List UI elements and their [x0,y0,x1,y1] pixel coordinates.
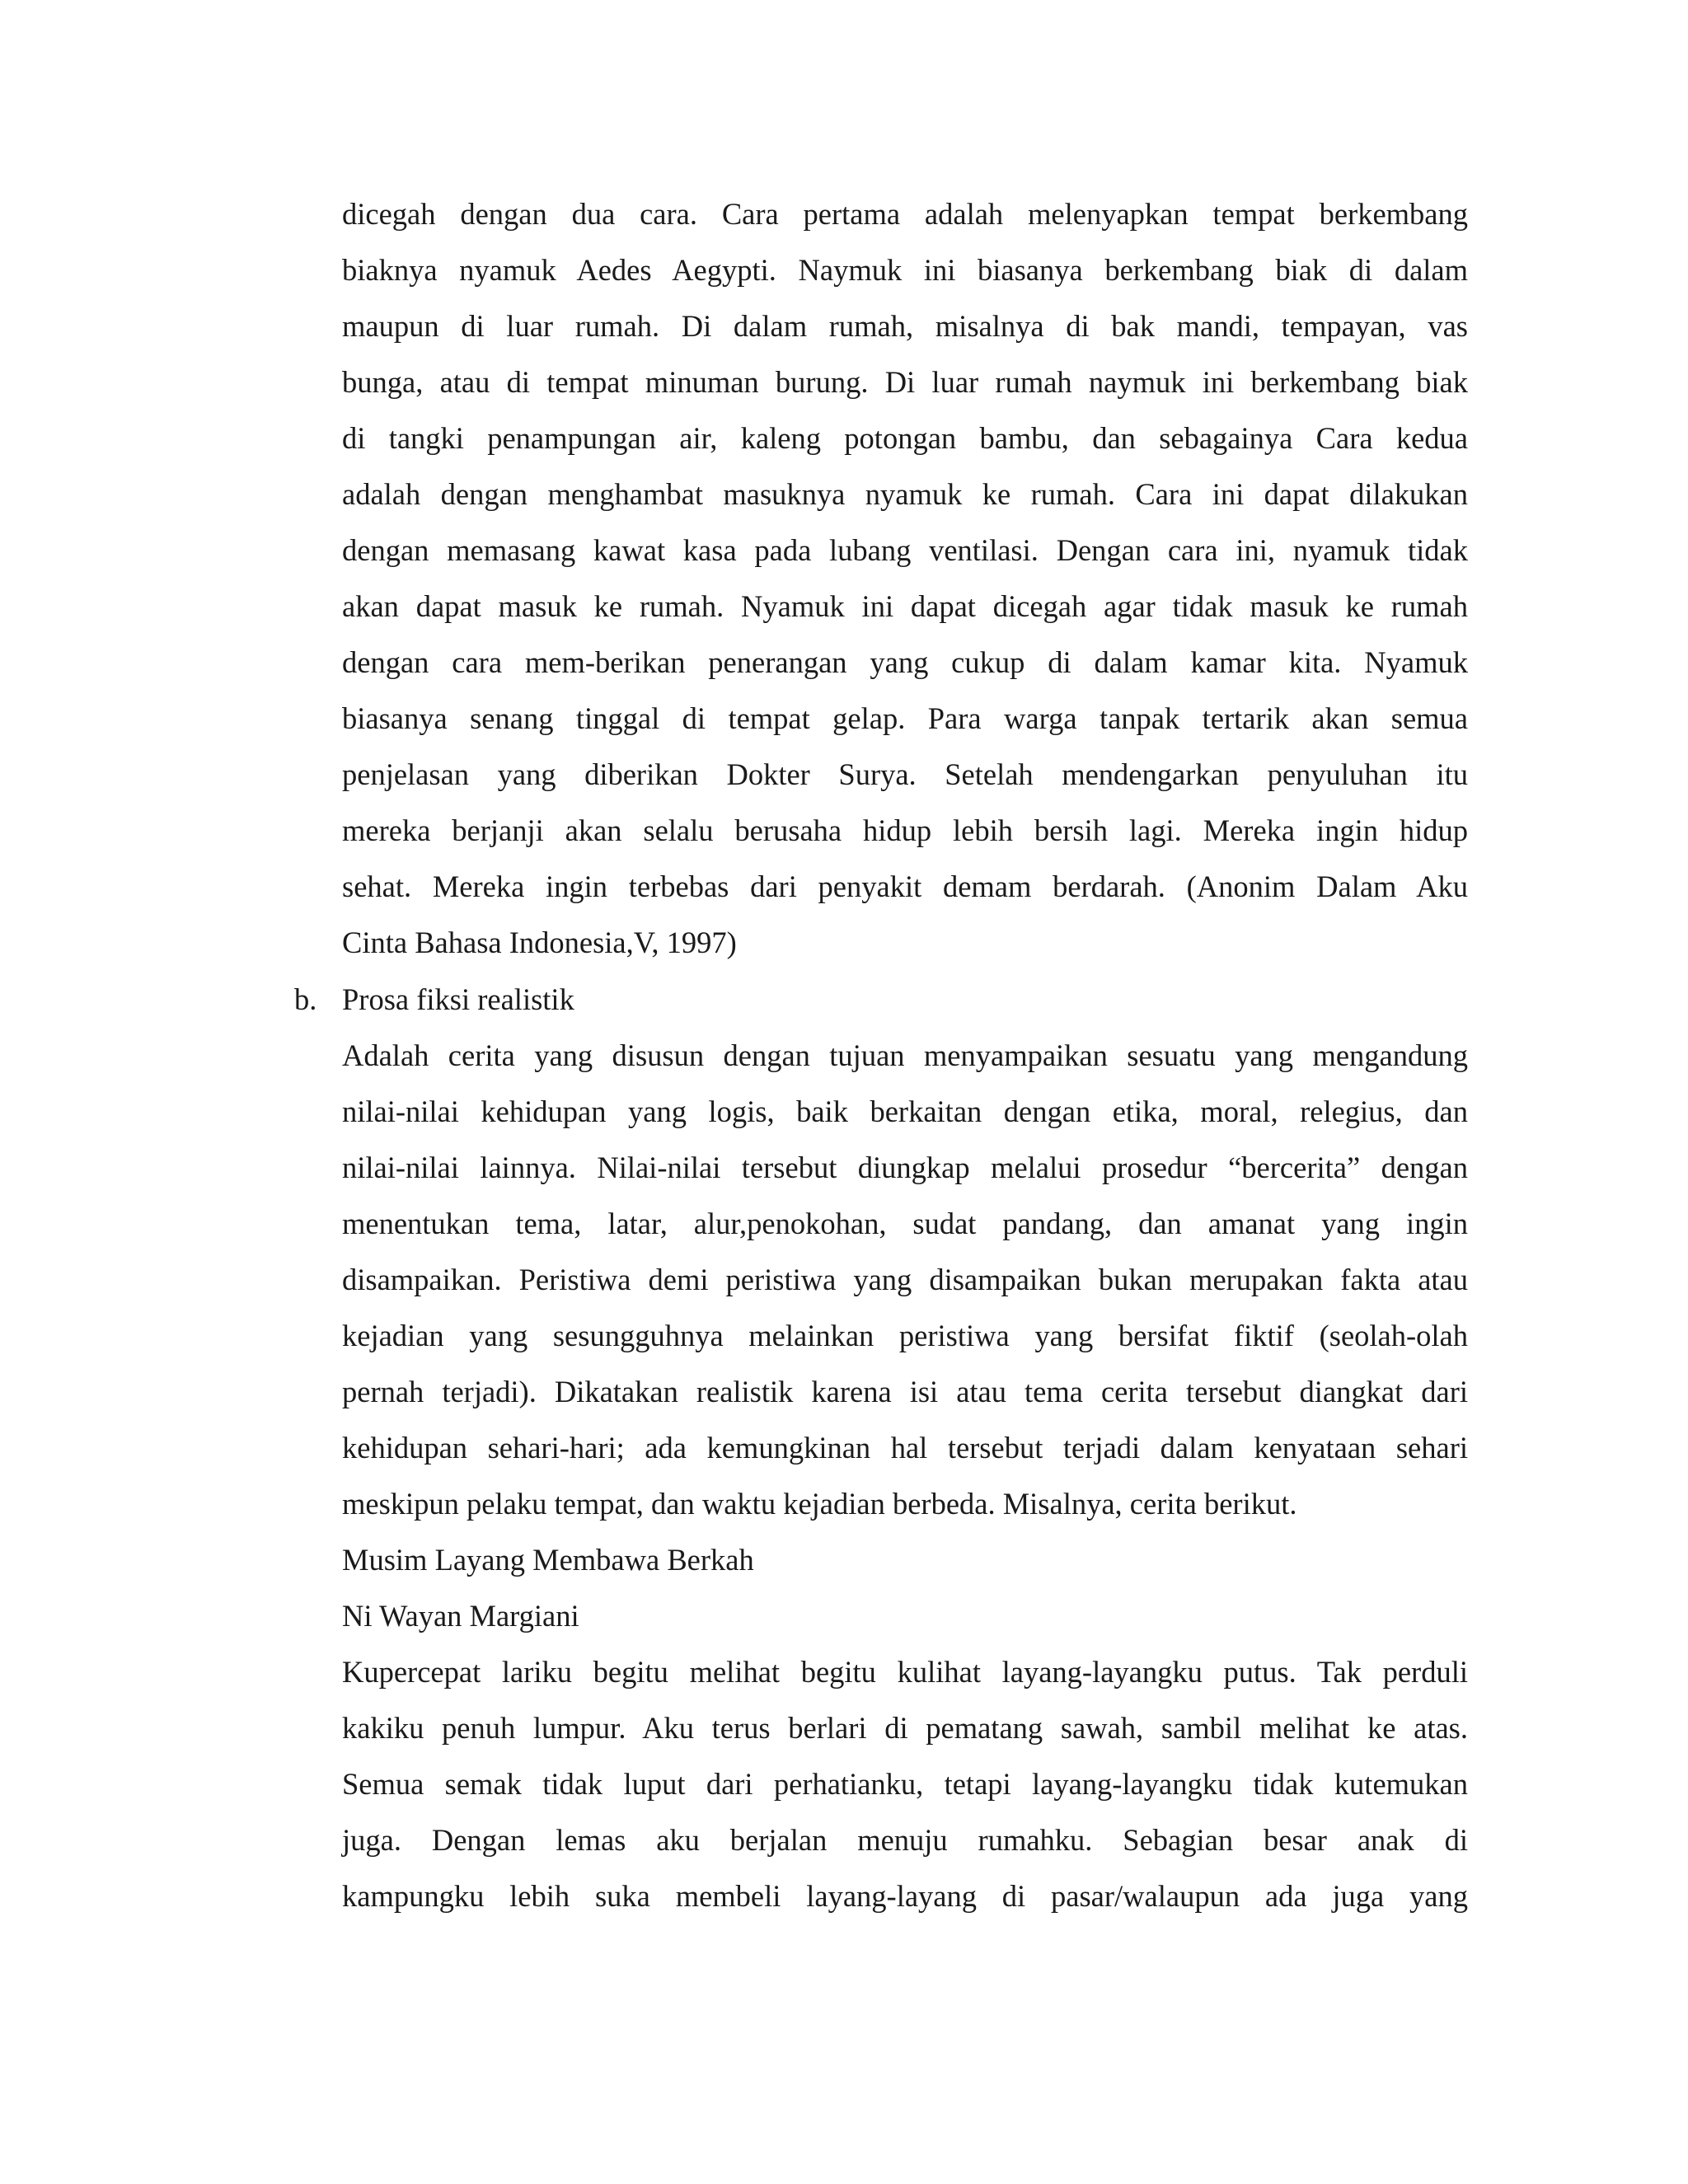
story-title: Musim Layang Membawa Berkah [342,1543,754,1577]
paragraph-line: kakiku penuh lumpur. Aku terus berlari di pematang sawah, sambil melihat ke atas. [342,1711,1468,1745]
paragraph-line: Kupercepat lariku begitu melihat begitu kulihat layang-layangku putus. Tak perduli [342,1655,1468,1689]
paragraph-line: sehat. Mereka ingin terbebas dari penyakit demam berdarah. (Anonim Dalam Aku [342,869,1468,903]
paragraph-line: nilai-nilai kehidupan yang logis, baik berkaitan dengan etika, moral, relegius, dan [342,1094,1468,1128]
paragraph-line: juga. Dengan lemas aku berjalan menuju rumahku. Sebagian besar anak di [342,1823,1468,1857]
paragraph-line: Semua semak tidak luput dari perhatianku, tetapi layang-layangku tidak kutemukan [342,1767,1468,1801]
paragraph-line: kejadian yang sesungguhnya melainkan peristiwa yang bersifat fiktif (seolah-olah [342,1319,1468,1352]
section-b [294,972,1468,1924]
paragraph-line: adalah dengan menghambat masuknya nyamuk ke rumah. Cara ini dapat dilakukan [342,477,1468,511]
paragraph-line: pernah terjadi). Dikatakan realistik karena isi atau tema cerita tersebut diangkat dari [342,1375,1468,1408]
paragraph-line: di tangki penampungan air, kaleng potongan bambu, dan sebagainya Cara kedua [342,421,1468,455]
paragraph-line: penjelasan yang diberikan Dokter Surya. Setelah mendengarkan penyuluhan itu [342,757,1468,791]
paragraph-line: biaknya nyamuk Aedes Aegypti. Naymuk ini biasanya berkembang biak di dalam [342,253,1468,287]
paragraph-line: meskipun pelaku tempat, dan waktu kejadian berbeda. Misalnya, cerita berikut. [342,1487,1297,1521]
paragraph-line: mereka berjanji akan selalu berusaha hidup lebih bersih lagi. Mereka ingin hidup [342,813,1468,847]
section-heading [294,972,1468,1028]
paragraph-line: dicegah dengan dua cara. Cara pertama adalah melenyapkan tempat berkembang [342,197,1468,231]
paragraph-line: akan dapat masuk ke rumah. Nyamuk ini dapat dicegah agar tidak masuk ke rumah [342,589,1468,623]
paragraph-line: bunga, atau di tempat minuman burung. Di luar rumah naymuk ini berkembang biak [342,365,1468,399]
continuation-paragraph [342,186,1468,971]
paragraph-line: dengan memasang kawat kasa pada lubang ventilasi. Dengan cara ini, nyamuk tidak [342,533,1468,567]
list-marker: b. [294,982,317,1016]
paragraph-line: dengan cara mem-berikan penerangan yang cukup di dalam kamar kita. Nyamuk [342,645,1468,679]
paragraph-line: kehidupan sehari-hari; ada kemungkinan hal tersebut terjadi dalam kenyataan sehari [342,1431,1468,1465]
paragraph-line: disampaikan. Peristiwa demi peristiwa yang disampaikan bukan merupakan fakta atau [342,1263,1468,1296]
paragraph-line: biasanya senang tinggal di tempat gelap. Para warga tanpak tertarik akan semua [342,701,1468,735]
definition-paragraph [342,1028,1468,1532]
paragraph-line: Adalah cerita yang disusun dengan tujuan menyampaikan sesuatu yang mengandung [342,1038,1468,1072]
section-heading-text: Prosa fiksi realistik [342,982,574,1016]
story-author: Ni Wayan Margiani [342,1599,579,1633]
citation-line: Cinta Bahasa Indonesia,V, 1997) [342,926,737,959]
paragraph-line: kampungku lebih suka membeli layang-layang di pasar/walaupun ada juga yang [342,1879,1468,1913]
paragraph-line: menentukan tema, latar, alur,penokohan, sudat pandang, dan amanat yang ingin [342,1207,1468,1240]
paragraph-line: maupun di luar rumah. Di dalam rumah, misalnya di bak mandi, tempayan, vas [342,309,1468,343]
story-paragraph [342,1644,1468,1924]
paragraph-line: nilai-nilai lainnya. Nilai-nilai tersebut diungkap melalui prosedur “bercerita” dengan [342,1151,1468,1184]
